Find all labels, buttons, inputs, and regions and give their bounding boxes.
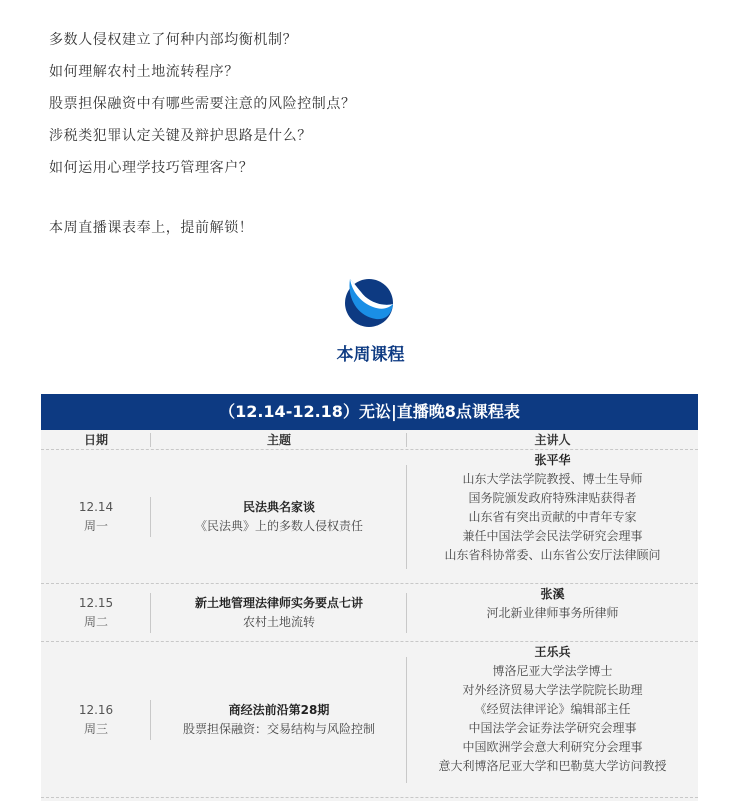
host-name: 张溪: [540, 587, 565, 601]
host-credential: 博洛尼亚大学法学博士: [492, 664, 613, 678]
topic-title: 商经法前沿第28期: [228, 703, 330, 717]
header-date: 日期: [83, 433, 108, 447]
question-item: 多数人侵权建立了何种内部均衡机制？: [49, 32, 298, 48]
table-row: [41, 642, 698, 798]
topic-title: 民法典名家谈: [242, 500, 315, 514]
row-host: [407, 451, 698, 565]
host-credential: 山东省有突出贡献的中青年专家: [468, 510, 637, 524]
host-credential: 国务院颁发政府特殊津贴获得者: [468, 491, 637, 505]
row-date: [41, 594, 151, 632]
host-credential: 对外经济贸易大学法学院院长助理: [462, 683, 643, 697]
question-item: 涉税类犯罪认定关键及辩护思路是什么？: [49, 128, 312, 144]
question-item: 如何运用心理学技巧管理客户？: [49, 160, 254, 176]
weekday-value: 周二: [83, 615, 108, 629]
row-topic: [151, 701, 407, 739]
header-topic: 主题: [266, 433, 291, 447]
host-name: 王乐兵: [534, 645, 571, 659]
host-credential: 《经贸法律评论》编辑部主任: [474, 702, 631, 716]
row-topic: [151, 498, 407, 536]
row-topic: [151, 594, 407, 632]
table-row: [41, 450, 698, 584]
schedule-table: [41, 394, 698, 801]
row-date: [41, 498, 151, 536]
host-credential: 中国法学会证券法学研究会理事: [468, 721, 637, 735]
host-credential: 山东省科协常委、山东省公安厅法律顾问: [444, 548, 661, 562]
question-item: 股票担保融资中有哪些需要注意的风险控制点？: [49, 96, 356, 112]
host-credential: 意大利博洛尼亚大学和巴勒莫大学访问教授: [438, 759, 667, 773]
column-divider: [406, 433, 407, 447]
column-divider: [150, 433, 151, 447]
question-list: [49, 24, 356, 184]
weekday-value: 周三: [83, 722, 108, 736]
row-host: [407, 585, 698, 623]
weekday-value: 周一: [83, 519, 108, 533]
host-name: 张平华: [534, 453, 571, 467]
host-credential: 山东大学法学院教授、博士生导师: [462, 472, 643, 486]
table-row: [41, 584, 698, 642]
intro-text: 本周直播课表奉上，提前解锁！: [49, 220, 254, 236]
host-credential: 兼任中国法学会民法学研究会理事: [462, 529, 643, 543]
question-item: 如何理解农村土地流转程序？: [49, 64, 239, 80]
course-logo-icon: [343, 276, 395, 328]
host-credential: 河北新业律师事务所律师: [486, 606, 619, 620]
host-credential: 中国欧洲学会意大利研究分会理事: [462, 740, 643, 754]
date-value: 12.15: [78, 596, 114, 610]
header-host: 主讲人: [534, 433, 571, 447]
date-value: 12.14: [78, 500, 114, 514]
topic-subtitle: 农村土地流转: [242, 615, 315, 629]
date-value: 12.16: [78, 703, 114, 717]
row-date: [41, 701, 151, 739]
table-header: [41, 430, 698, 450]
schedule-title: （12.14-12.18）无讼|直播晚8点课程表: [41, 394, 698, 430]
topic-title: 新土地管理法律师实务要点七讲: [194, 596, 363, 610]
row-host: [407, 643, 698, 776]
section-title: 本周课程: [336, 345, 405, 365]
topic-subtitle: 《民法典》上的多数人侵权责任: [194, 519, 363, 533]
topic-subtitle: 股票担保融资：交易结构与风险控制: [182, 722, 375, 736]
